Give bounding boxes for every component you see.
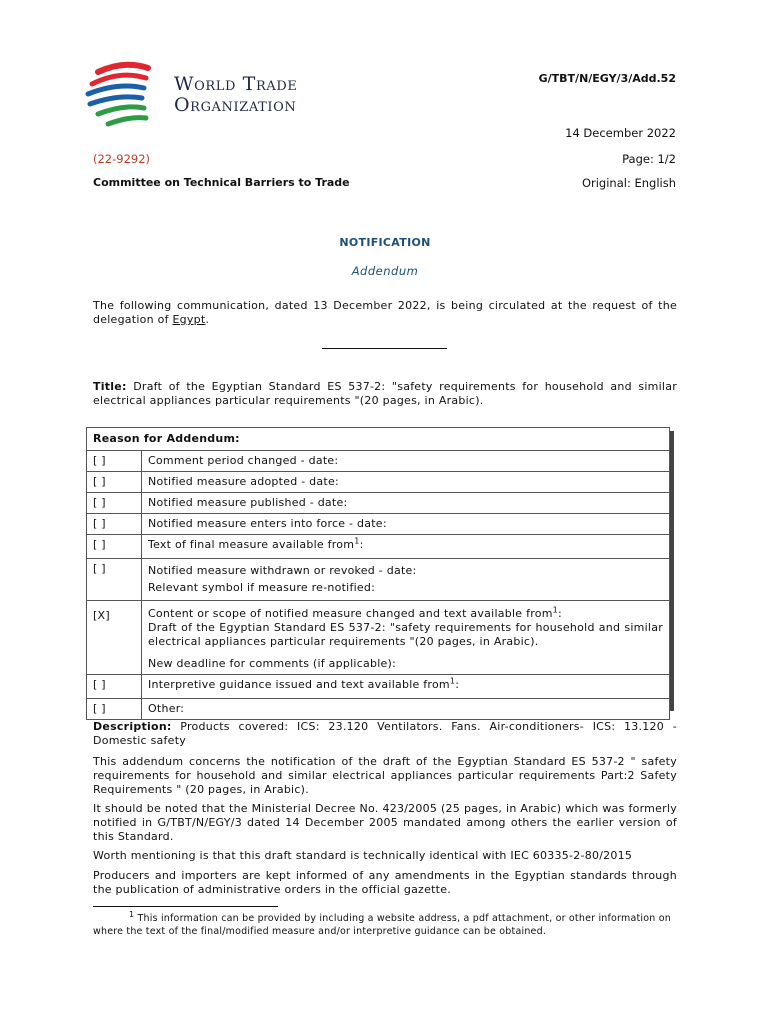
reason-row-interpretive xyxy=(87,675,670,699)
checkbox-adopted: [ ] xyxy=(87,472,142,493)
notification-heading: NOTIFICATION xyxy=(339,236,431,249)
reasons-heading: Reason for Addendum: xyxy=(87,428,670,451)
org-name-line2: Organization xyxy=(174,94,297,116)
reason-label-final-text: Text of final measure available from xyxy=(148,538,355,551)
reason-detail-content-changed: Draft of the Egyptian Standard ES 537-2: "safety requirements for household and similar electrical appliances particular requirements "(20 pages, in Arabic). xyxy=(148,621,663,648)
checkbox-comment-period: [ ] xyxy=(87,451,142,472)
document-number: (22-9292) xyxy=(93,152,151,166)
checkbox-other: [ ] xyxy=(87,699,142,720)
reason-label-interpretive: Interpretive guidance issued and text available from xyxy=(148,678,450,691)
page-indicator: Page: 1/2 xyxy=(622,152,676,166)
reasons-header-row xyxy=(87,428,670,451)
description-label: Description: xyxy=(93,720,172,733)
organization-name xyxy=(174,74,297,116)
footnote xyxy=(93,909,677,938)
reasons-table xyxy=(86,427,670,720)
reason-label-content-changed xyxy=(148,607,663,621)
document-symbol: G/TBT/N/EGY/3/Add.52 xyxy=(538,72,676,85)
description-p2: It should be noted that the Ministerial Decree No. 423/2005 (25 pages, in Arabic) which was formerly notified in G/TBT/N/EGY/3 dated 14 December 2005 mandated among others the earlier version of this Standard. xyxy=(93,802,677,843)
reason-cell-withdrawn xyxy=(142,559,670,601)
reason-label-renotified: Relevant symbol if measure re-notified: xyxy=(148,581,376,594)
checkbox-final-text: [ ] xyxy=(87,535,142,559)
description-p1: This addendum concerns the notification of the draft of the Egyptian Standard ES 537-2 " safety requirements for household and similar electrical appliances particular requirements Part:2 Safety Requirements " (20 pages, in Arabic). xyxy=(93,755,677,796)
checkbox-enters-into-force: [ ] xyxy=(87,514,142,535)
title-text: Draft of the Egyptian Standard ES 537-2: "safety requirements for household and similar electrical appliances particular requirements "(20 pages, in Arabic). xyxy=(93,380,677,407)
reason-row-content-changed xyxy=(87,601,670,675)
reason-label-other: Other: xyxy=(142,699,670,720)
intro-paragraph xyxy=(93,299,677,327)
committee-name: Committee on Technical Barriers to Trade xyxy=(93,176,350,189)
reason-cell-final-text xyxy=(142,535,670,559)
reason-colon: : xyxy=(359,538,364,551)
reason-text-content-changed: Content or scope of notified measure changed and text available from xyxy=(148,607,553,620)
description-p4: Producers and importers are kept informed of any amendments in the Egyptian standards through the publication of administrative orders in the official gazette. xyxy=(93,869,677,896)
reason-row-enters-into-force xyxy=(87,514,670,535)
footnote-ref: 1 xyxy=(449,676,456,686)
reason-label-enters-into-force: Notified measure enters into force - date: xyxy=(142,514,670,535)
reason-label-published: Notified measure published - date: xyxy=(142,493,670,514)
original-language: Original: English xyxy=(581,176,676,190)
checkbox-withdrawn: [ ] xyxy=(87,559,142,601)
checkbox-published: [ ] xyxy=(87,493,142,514)
reason-row-comment-period xyxy=(87,451,670,472)
reason-row-other xyxy=(87,699,670,720)
document-date: 14 December 2022 xyxy=(565,126,676,140)
reason-label-withdrawn: Notified measure withdrawn or revoked - date: xyxy=(148,564,417,577)
footnote-ref: 1 xyxy=(552,605,559,615)
footnote-text: This information can be provided by including a website address, a pdf attachment, or other information on where the text of the final/modified measure and/or interpretive guidance can be obtained. xyxy=(93,913,671,937)
footnote-separator xyxy=(93,906,278,907)
description-p3: Worth mentioning is that this draft standard is technically identical with IEC 60335-2-80/2015 xyxy=(93,849,633,862)
reason-cell-interpretive xyxy=(142,675,670,699)
org-name-line1: World Trade xyxy=(174,73,298,95)
reason-label-comment-period: Comment period changed - date: xyxy=(142,451,670,472)
reason-colon: : xyxy=(558,607,562,620)
description-text: Products covered: ICS: 23.120 Ventilators. Fans. Air-conditioners- ICS: 13.120 - Domestic safety xyxy=(93,720,677,747)
description-paragraph xyxy=(93,720,677,748)
reason-row-published xyxy=(87,493,670,514)
checkbox-content-changed: [X] xyxy=(87,601,142,675)
separator-line xyxy=(322,348,447,349)
intro-end: . xyxy=(205,313,210,326)
title-paragraph xyxy=(93,380,677,408)
reason-colon: : xyxy=(455,678,460,691)
checkbox-interpretive: [ ] xyxy=(87,675,142,699)
intro-text: The following communication, dated 13 December 2022, is being circulated at the request of the delegation of xyxy=(93,299,677,326)
wto-logo-icon xyxy=(84,58,166,132)
footnote-ref: 1 xyxy=(354,536,360,546)
reason-row-adopted xyxy=(87,472,670,493)
footnote-marker: 1 xyxy=(129,909,135,919)
addendum-subheading: Addendum xyxy=(351,264,419,278)
reason-row-final-text xyxy=(87,535,670,559)
title-label: Title: xyxy=(93,380,127,393)
reason-label-new-deadline: New deadline for comments (if applicable): xyxy=(148,657,397,670)
reason-label-adopted: Notified measure adopted - date: xyxy=(142,472,670,493)
reason-row-withdrawn xyxy=(87,559,670,601)
reason-cell-content-changed xyxy=(142,601,670,675)
member-name: Egypt xyxy=(172,313,206,326)
